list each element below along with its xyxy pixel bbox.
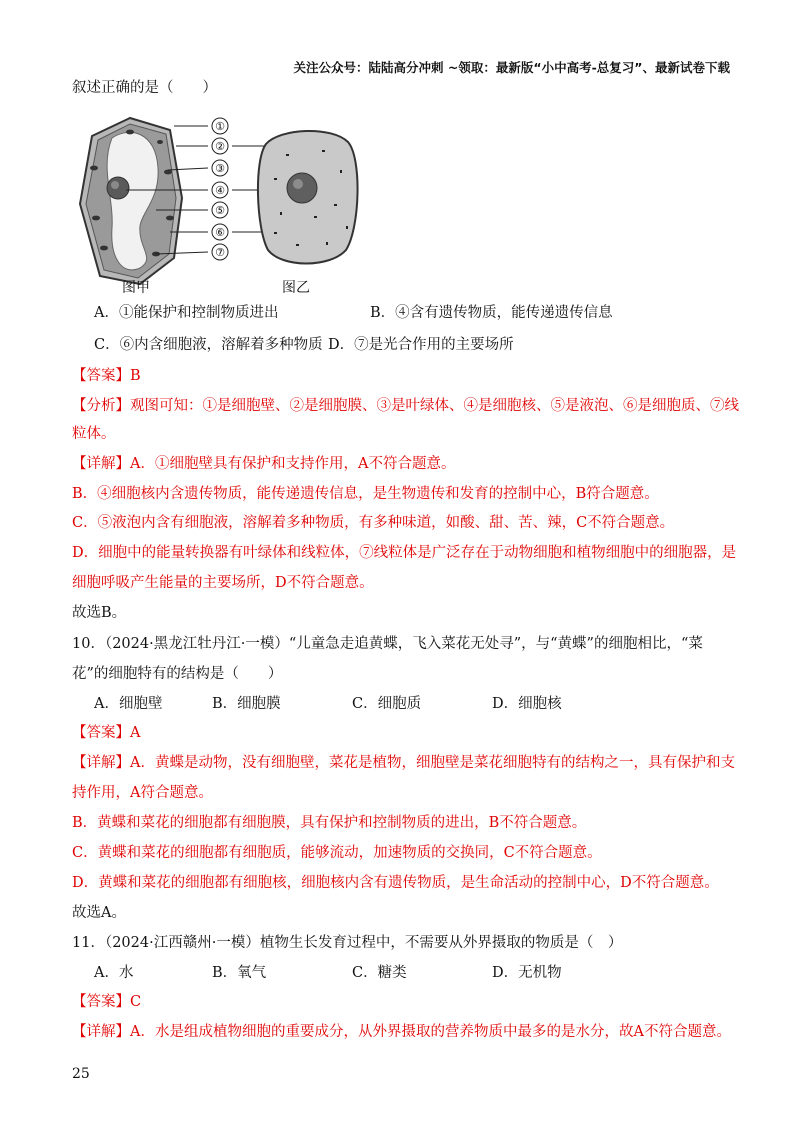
q9-option-a: A．①能保护和控制物质进出 bbox=[94, 305, 279, 321]
animal-cell-figure bbox=[258, 131, 358, 264]
q9-detail-d-line1: D．细胞中的能量转换器有叶绿体和线粒体，⑦线粒体是广泛存在于动物细胞和植物细胞中的细胞器，是 bbox=[72, 545, 737, 561]
q10-conclusion: 故选A。 bbox=[72, 905, 126, 921]
q10-detail-a-line2: 持作用，A符合题意。 bbox=[72, 785, 213, 801]
q10-stem-line1: 10．（2024·黑龙江牡丹江·一模）“儿童急走追黄蝶，飞入菜花无处寻”，与“黄蝶”的细胞相比，“菜 bbox=[72, 636, 703, 652]
q10-option-b: B．细胞膜 bbox=[212, 696, 281, 712]
label-4: ④ bbox=[215, 184, 225, 197]
label-6: ⑥ bbox=[215, 226, 225, 239]
q9-answer: 【答案】B bbox=[72, 368, 141, 384]
caption-figure-a: 图甲 bbox=[122, 280, 150, 296]
q10-answer: 【答案】A bbox=[72, 725, 141, 741]
q10-option-c: C．细胞质 bbox=[352, 696, 422, 712]
q9-detail-b: B．④细胞核内含遗传物质，能传递遗传信息，是生物遗传和发育的控制中心，B符合题意。 bbox=[72, 486, 659, 502]
q9-conclusion: 故选B。 bbox=[72, 605, 127, 621]
q11-answer: 【答案】C bbox=[72, 994, 142, 1010]
label-1: ① bbox=[215, 120, 225, 133]
q9-analysis-line1: 【分析】观图可知：①是细胞壁、②是细胞膜、③是叶绿体、④是细胞核、⑤是液泡、⑥是细胞质、⑦线 bbox=[72, 398, 739, 414]
plant-cell-figure bbox=[80, 118, 182, 284]
q9-option-b: B．④含有遗传物质，能传递遗传信息 bbox=[370, 305, 613, 321]
q11-detail-a: 【详解】A．水是组成植物细胞的重要成分，从外界摄取的营养物质中最多的是水分，故A不符合题意。 bbox=[72, 1024, 731, 1040]
label-3: ③ bbox=[215, 162, 225, 175]
page-number: 25 bbox=[72, 1066, 90, 1082]
q10-detail-c: C．黄蝶和菜花的细胞都有细胞质，能够流动，加速物质的交换同，C不符合题意。 bbox=[72, 845, 602, 861]
label-2: ② bbox=[215, 140, 225, 153]
q11-option-c: C．糖类 bbox=[352, 965, 407, 981]
caption-figure-b: 图乙 bbox=[282, 280, 310, 296]
cell-diagram bbox=[70, 108, 370, 298]
q9-analysis-line2: 粒体。 bbox=[72, 426, 116, 442]
q9-detail-c: C．⑤液泡内含有细胞液，溶解着多种物质，有多种味道，如酸、甜、苦、辣，C不符合题意。 bbox=[72, 515, 675, 531]
q10-option-d: D．细胞核 bbox=[492, 696, 562, 712]
q10-detail-b: B．黄蝶和菜花的细胞都有细胞膜，具有保护和控制物质的进出，B不符合题意。 bbox=[72, 815, 587, 831]
q10-detail-a-line1: 【详解】A．黄蝶是动物，没有细胞壁，菜花是植物，细胞壁是菜花细胞特有的结构之一，具有保护和支 bbox=[72, 755, 735, 771]
q11-option-b: B．氧气 bbox=[212, 965, 267, 981]
q10-option-a: A．细胞壁 bbox=[94, 696, 163, 712]
q11-option-d: D．无机物 bbox=[492, 965, 562, 981]
q9-stem-tail: 叙述正确的是（ ） bbox=[72, 80, 217, 96]
q9-detail-d-line2: 细胞呼吸产生能量的主要场所，D不符合题意。 bbox=[72, 575, 374, 591]
q10-detail-d: D．黄蝶和菜花的细胞都有细胞核，细胞核内含有遗传物质，是生命活动的控制中心，D不符合题意。 bbox=[72, 875, 719, 891]
q11-stem: 11．（2024·江西赣州·一模）植物生长发育过程中，不需要从外界摄取的物质是（ ） bbox=[72, 935, 623, 951]
q9-option-c: C．⑥内含细胞液，溶解着多种物质 bbox=[94, 337, 323, 353]
label-5: ⑤ bbox=[215, 204, 225, 217]
q9-option-d: D．⑦是光合作用的主要场所 bbox=[328, 337, 514, 353]
q10-stem-line2: 花”的细胞特有的结构是（ ） bbox=[72, 666, 283, 682]
page-header: 关注公众号：陆陆高分冲刺 ~领取：最新版“小中高考-总复习”、最新试卷下载 bbox=[293, 60, 730, 75]
q9-detail-a: 【详解】A．①细胞壁具有保护和支持作用，A不符合题意。 bbox=[72, 456, 456, 472]
label-7: ⑦ bbox=[215, 246, 225, 259]
q11-option-a: A．水 bbox=[94, 965, 134, 981]
